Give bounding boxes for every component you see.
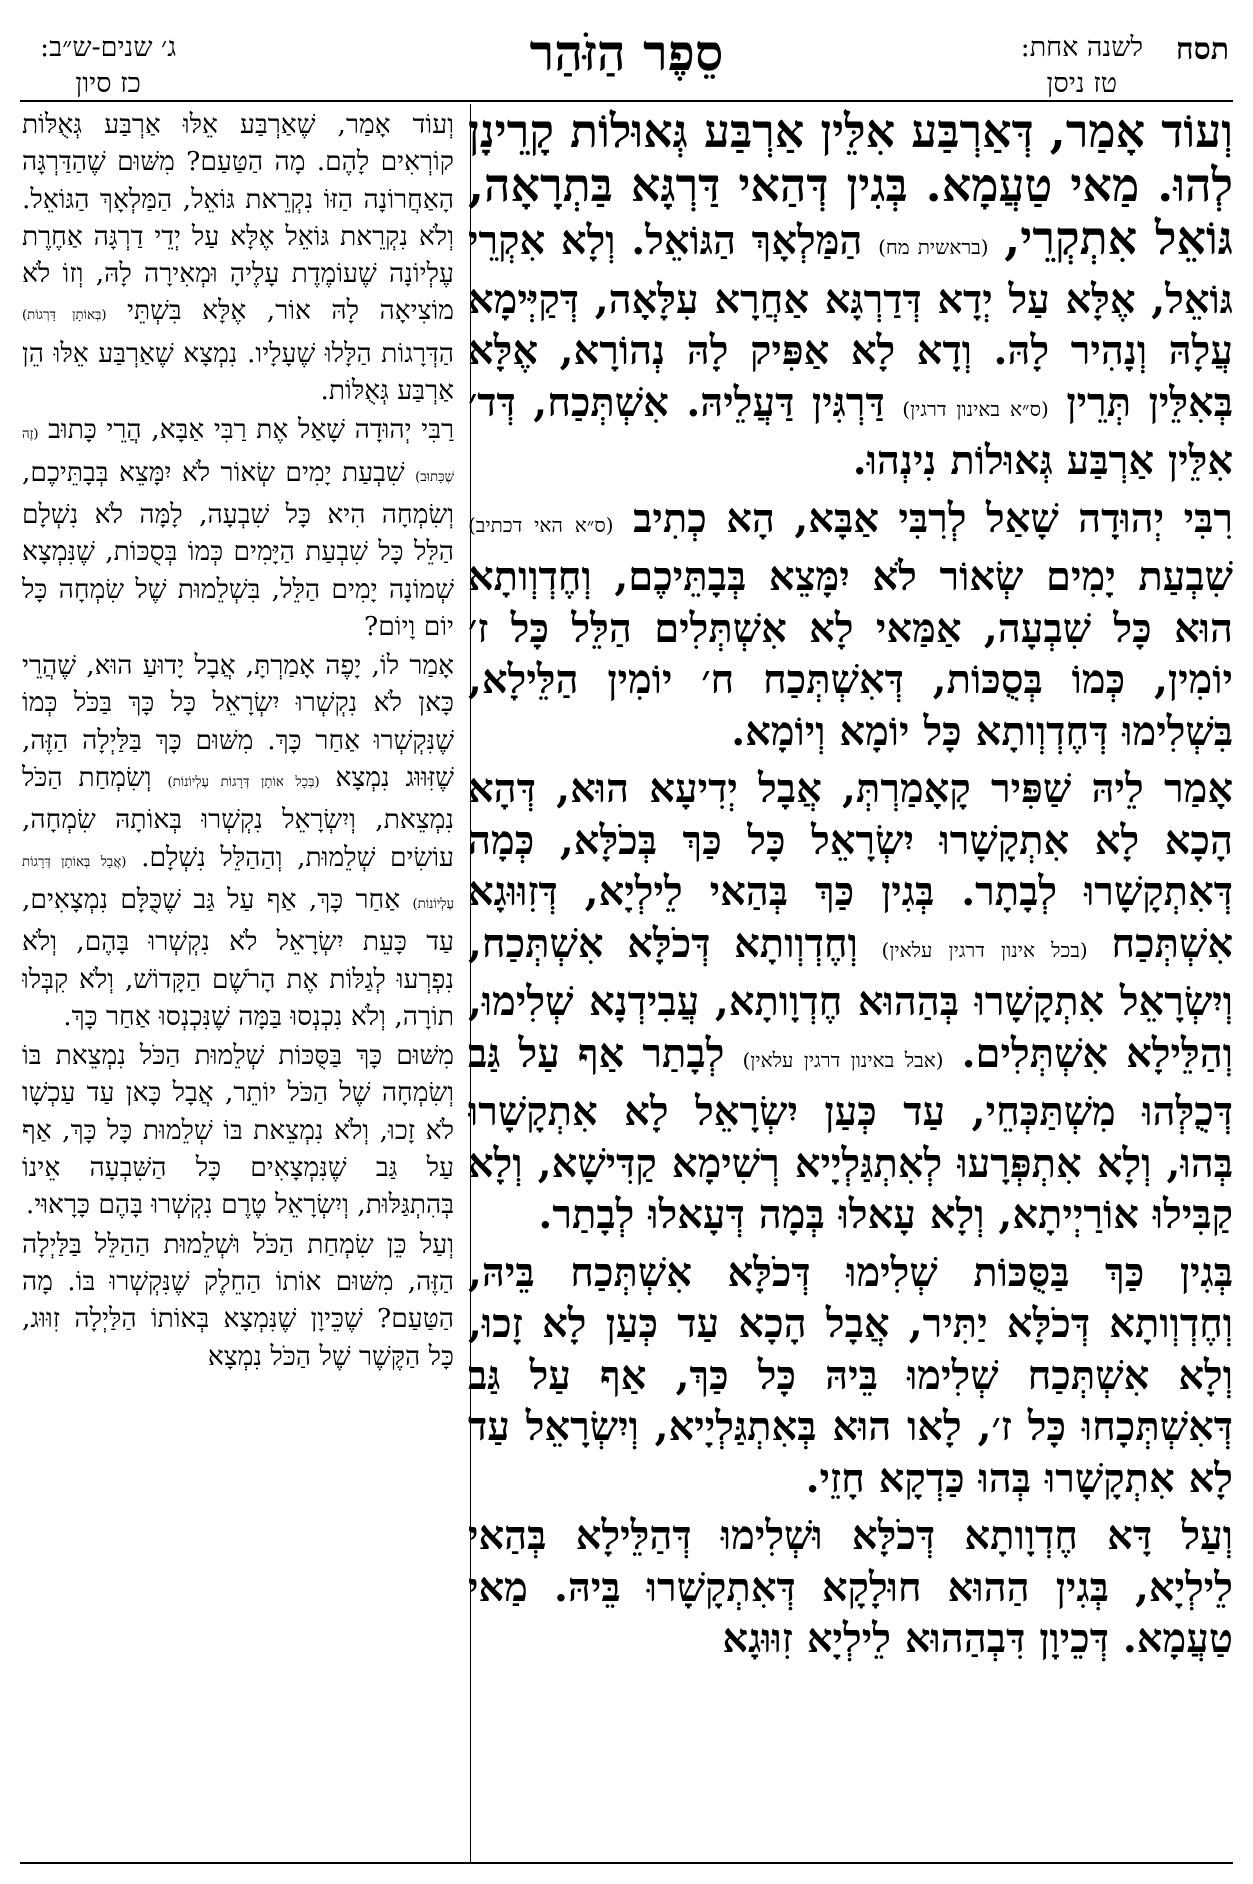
main-paragraph-5: וְעַל דָּא חֶדְוָותָא דְּכֹלָּא וּשְׁלִימוּ דְּהַלֵּילָא בְּהַאי לֵילְיָא, בְּגִין הַהוּא חוּלָקָא דְּאִתְקָשָׁרוּ בֵּיהּ. מַאי טַעֲמָא. דְּכֵיוָן דִּבְהַהוּא לֵילְיָא זִוּוּגָא xyxy=(468,1512,1233,1662)
side-paragraph-2: רַבִּי יְהוּדָה שָׁאַל אֶת רַבִּי אַבָּא, הֲרֵי כָּתוּב (זֶה שֶׁכָּתוּב) שִׁבְעַת יָמִים שְׂאוֹר לֹא יִמָּצֵא בְּבָתֵּיכֶם, וְשִׂמְחָה הִיא כָּל שִׁבְעָה, לָמָּה לֹא נִשְׁלָם הַלֵּל כָּל שִׁבְעַת הַיָּמִים כְּמוֹ בְּסֻכּוֹת, שֶׁנִּמְצָא שְׁמוֹנָה יָמִים הַלֵּל, בִּשְׁלֵמוּת שֶׁל שִׂמְחָה כָּל יוֹם וָיוֹם? xyxy=(22,414,454,642)
aramaic-main-column xyxy=(468,106,1233,1856)
book-title: סֵפֶר הַזֹּהַר xyxy=(529,23,724,82)
schedule-one-year-label: לשנה אחת: xyxy=(1020,32,1143,63)
variant-note: (אבל באינון דרגין עלאין) xyxy=(742,1047,944,1072)
main-paragraph-2: רִבִּי יְהוּדָה שָׁאַל לְרִבִּי אַבָּא, הָא כְתִיב (ס״א האי דכתיב) שִׁבְעַת יָמִים שְׂאוֹר לֹא יִמָּצֵא בְּבָתֵּיכֶם, וְחֶדְוְותָא הוּא כָּל שִׁבְעָה, אַמַּאי לָא אִשְׁתְּלִים הַלֵּל כָּל ז׳ יוֹמִין, כְּמוֹ בְּסֻכּוֹת, דְּאִשְׁתְּכַח ח׳ יוֹמִין הַלֵּילָא, בִּשְׁלִימוּ דְּחֶדְוְותָא כָּל יוֹמָא וְיוֹמָא. xyxy=(468,494,1233,755)
side-paragraph-5: וְעַל כֵּן שִׂמְחַת הַכֹּל וּשְׁלֵמוּת הַהַלֵּל בַּלַּיְלָה הַזֶּה, מִשּׁוּם אוֹתוֹ הַחֵלֶק שֶׁנִּקְשְׁרוּ בּוֹ. מָה הַטַּעַם? שֶׁכֵּיוָן שֶׁנִּמְצָא בְּאוֹתוֹ הַלַּיְלָה זִוּוּג, כָּל הַקֶּשֶׁר שֶׁל הַכֹּל נִמְצָא xyxy=(22,1228,454,1372)
side-paragraph-1: וְעוֹד אָמַר, שֶׁאַרְבַּע אֵלּוּ אַרְבַּע גְּאֻלּוֹת קוֹרְאִים לָהֶם. מָה הַטַּעַם? מִשּׁוּם שֶׁהַדַּרְגָּה הָאַחֲרוֹנָה הַזּוֹ נִקְרֵאת גּוֹאֵל, הַמַּלְאָךְ הַגּוֹאֵל. וְלֹא נִקְרֵאת גּוֹאֵל אֶלָּא עַל יְדֵי דַרְגָּה אַחֶרֶת עֶלְיוֹנָה שֶׁעוֹמֶדֶת עָלֶיהָ וּמְאִירָה לָהּ, וְזוֹ לֹא מוֹצִיאָה לָהּ אוֹר, אֶלָּא בִּשְׁתֵּי (בְּאוֹתָן דַּרְגוֹת) הַדְּרָגוֹת הַלָּלוּ שֶׁעָלָיו. נִמְצָא שֶׁאַרְבַּע אֵלּוּ הֵן אַרְבַּע גְּאֻלּוֹת. xyxy=(22,109,454,407)
variant-note: (ס״א האי דכתיב) xyxy=(468,512,614,537)
variant-note: (בְּאוֹתָן דַּרְגוֹת) xyxy=(22,308,107,324)
variant-note: (אֲבָל בְּאוֹתָן דְּרָגוֹת עֶלְיוֹנוֹת) xyxy=(22,854,454,912)
side-paragraph-4: מִשּׁוּם כָּךְ בַּסֻּכּוֹת שְׁלֵמוּת הַכֹּל נִמְצֵאת בּוֹ וְשִׂמְחָה שֶׁל הַכֹּל יוֹתֵר, אֲבָל כָּאן עַד עַכְשָׁו לֹא זָכוּ, וְלֹא נִמְצֵאת בּוֹ שְׁלֵמוּת כָּל כָּךְ, אַף עַל גַּב שֶׁנִּמְצָאִים כָּל הַשִּׁבְעָה אֵינוֹ בְּהִתְגַּלּוּת, וְיִשְׂרָאֵל טֶרֶם נִקְשְׁרוּ בָּהֶם כָּרָאוּי. xyxy=(22,1040,454,1221)
schedule-three-years-label: ג׳ שנים-ש״ב: xyxy=(40,32,177,63)
column-divider xyxy=(470,104,471,1862)
side-paragraph-3: אָמַר לוֹ, יָפֶה אָמַרְתָּ, אֲבָל יָדוּעַ הוּא, שֶׁהֲרֵי כָּאן לֹא נִקְשְׁרוּ יִשְׂרָאֵל כָּל כָּךְ בַּכֹּל כְּמוֹ שֶׁנִּקְשְׁרוּ אַחַר כָּךְ. מִשּׁוּם כָּךְ בַּלַּיְלָה הַזֶּה, שֶׁזִּוּוּג נִמְצָא (בְּכָל אוֹתָן דְּרָגוֹת עֶלְיוֹנוֹת) וְשִׂמְחַת הַכֹּל נִמְצֵאת, וְיִשְׂרָאֵל נִקְשְׁרוּ בְּאוֹתָהּ שִׂמְחָה, עוֹשִׂים שְׁלֵמוּת, וְהַהַלֵּל נִשְׁלָם. (אֲבָל בְּאוֹתָן דְּרָגוֹת עֶלְיוֹנוֹת) אַחַר כָּךְ, אַף עַל גַּב שֶׁכֻּלָּם נִמְצָאִים, עַד כָּעֵת יִשְׂרָאֵל לֹא נִקְשְׁרוּ בָּהֶם, וְלֹא נִפְרְעוּ לְגַלּוֹת אֶת הָרֹשֶׁם הַקָּדוֹשׁ, וְלֹא קִבְּלוּ תוֹרָה, וְלֹא נִכְנְסוּ בַּמָּה שֶׁנִּכְנְסוּ אַחַר כָּךְ. xyxy=(22,650,454,1032)
footer-rule xyxy=(20,1862,1233,1864)
variant-note: (ס״א באינון דרגין) xyxy=(902,396,1049,421)
source-note: (בראשית מח) xyxy=(878,235,989,259)
main-paragraph-1: וְעוֹד אָמַר, דְּאַרְבַּע אִלֵּין אַרְבַּע גְּאוּלוֹת קָרֵינָן לְהוּ. מַאי טַעֲמָא. בְּגִין דְּהַאי דַּרְגָּא בַּתְרָאָה, גּוֹאֵל אִתְקְרֵי, (בראשית מח) הַמַּלְאָךְ הַגּוֹאֵל. וְלָא אִקְרֵי גּוֹאֵל, אֶלָּא עַל יְדָא דְּדַרְגָּא אַחֲרָא עִלָּאָה, דְּקַיְּימָא עֲלָהּ וְנָהִיר לָהּ. וְדָא לָא אַפִּיק לָהּ נְהוֹרָא, אֶלָּא בְּאִלֵּין תְּרֵין (ס״א באינון דרגין) דַּרְגִּין דַּעֲלֵיהּ. אִשְׁתְּכַח, דְּד׳ אִלֵּין אַרְבַּע גְּאוּלוֹת נִינְהוּ. xyxy=(468,106,1233,484)
schedule-one-year-date: טז ניסן xyxy=(1046,68,1118,99)
hebrew-translation-column xyxy=(22,106,454,1856)
main-paragraph-3: אָמַר לֵיהּ שַׁפִּיר קָאָמַרְתְּ, אֲבָל יְדִיעָא הוּא, דְּהָא הָכָא לָא אִתְקָשָׁרוּ יִשְׂרָאֵל כָּל כַּךְ בְּכֹלָּא, כְּמָה דְּאִתְקָשָׁרוּ לְבָתָר. בְּגִין כַּךְ בְּהַאי לֵילְיָא, דְּזִוּוּגָא אִשְׁתְּכַח (בכל אינון דרגין עלאין) וְחֶדְוְותָא דְּכֹלָּא אִשְׁתְּכַח, וְיִשְׂרָאֵל אִתְקָשָׁרוּ בְּהַהוּא חֶדְוָותָא, עֲבִידְנָא שְׁלִימוּ, וְהַלֵּילָא אִשְׁתְּלִים. (אבל באינון דרגין עלאין) לְבָתַר אַף עַל גַּב דְּכֻלְּהוּ מִשְׁתַּכְּחֵי, עַד כְּעַן יִשְׂרָאֵל לָא אִתְקָשָׁרוּ בְּהוּ, וְלָא אִתְפְּרָעוּ לְאִתְגַּלְיָיא רְשִׁימָא קַדִּישָׁא, וְלָא קַבִּילוּ אוֹרַיְיתָא, וְלָא עָאלוּ בְּמָה דְּעָאלוּ לְבָתַר. xyxy=(468,765,1233,1238)
variant-note: (בכל אינון דרגין עלאין) xyxy=(881,937,1088,962)
reading-schedule-three-years xyxy=(40,30,176,102)
main-paragraph-4: בְּגִין כַּךְ בַּסֻּכּוֹת שְׁלִימוּ דְּכֹלָּא אִשְׁתְּכַח בֵּיהּ, וְחֶדְוְותָא דְּכֹלָּא יַתִּיר, אֲבָל הָכָא עַד כְּעַן לָא זָכוּ, וְלָא אִשְׁתְּכַח שְׁלִימוּ בֵּיהּ כָּל כַּךְ, אַף עַל גַּב דְּאִשְׁתְּכָחוּ כָּל ז׳, לָאו הוּא בְּאִתְגַּלְיָיא, וְיִשְׂרָאֵל עַד לָא אִתְקָשָׁרוּ בְּהוּ כַּדְקָא חָזֵי. xyxy=(468,1248,1233,1502)
page-header xyxy=(20,22,1233,100)
page-number: תסח xyxy=(1175,32,1229,67)
variant-note: (זֶה שֶׁכָּתוּב) xyxy=(22,427,454,485)
header-rule xyxy=(20,100,1233,102)
schedule-three-years-date: כז סיון xyxy=(75,68,141,99)
variant-note: (בְּכָל אוֹתָן דְּרָגוֹת עֶלְיוֹנוֹת) xyxy=(167,775,320,791)
